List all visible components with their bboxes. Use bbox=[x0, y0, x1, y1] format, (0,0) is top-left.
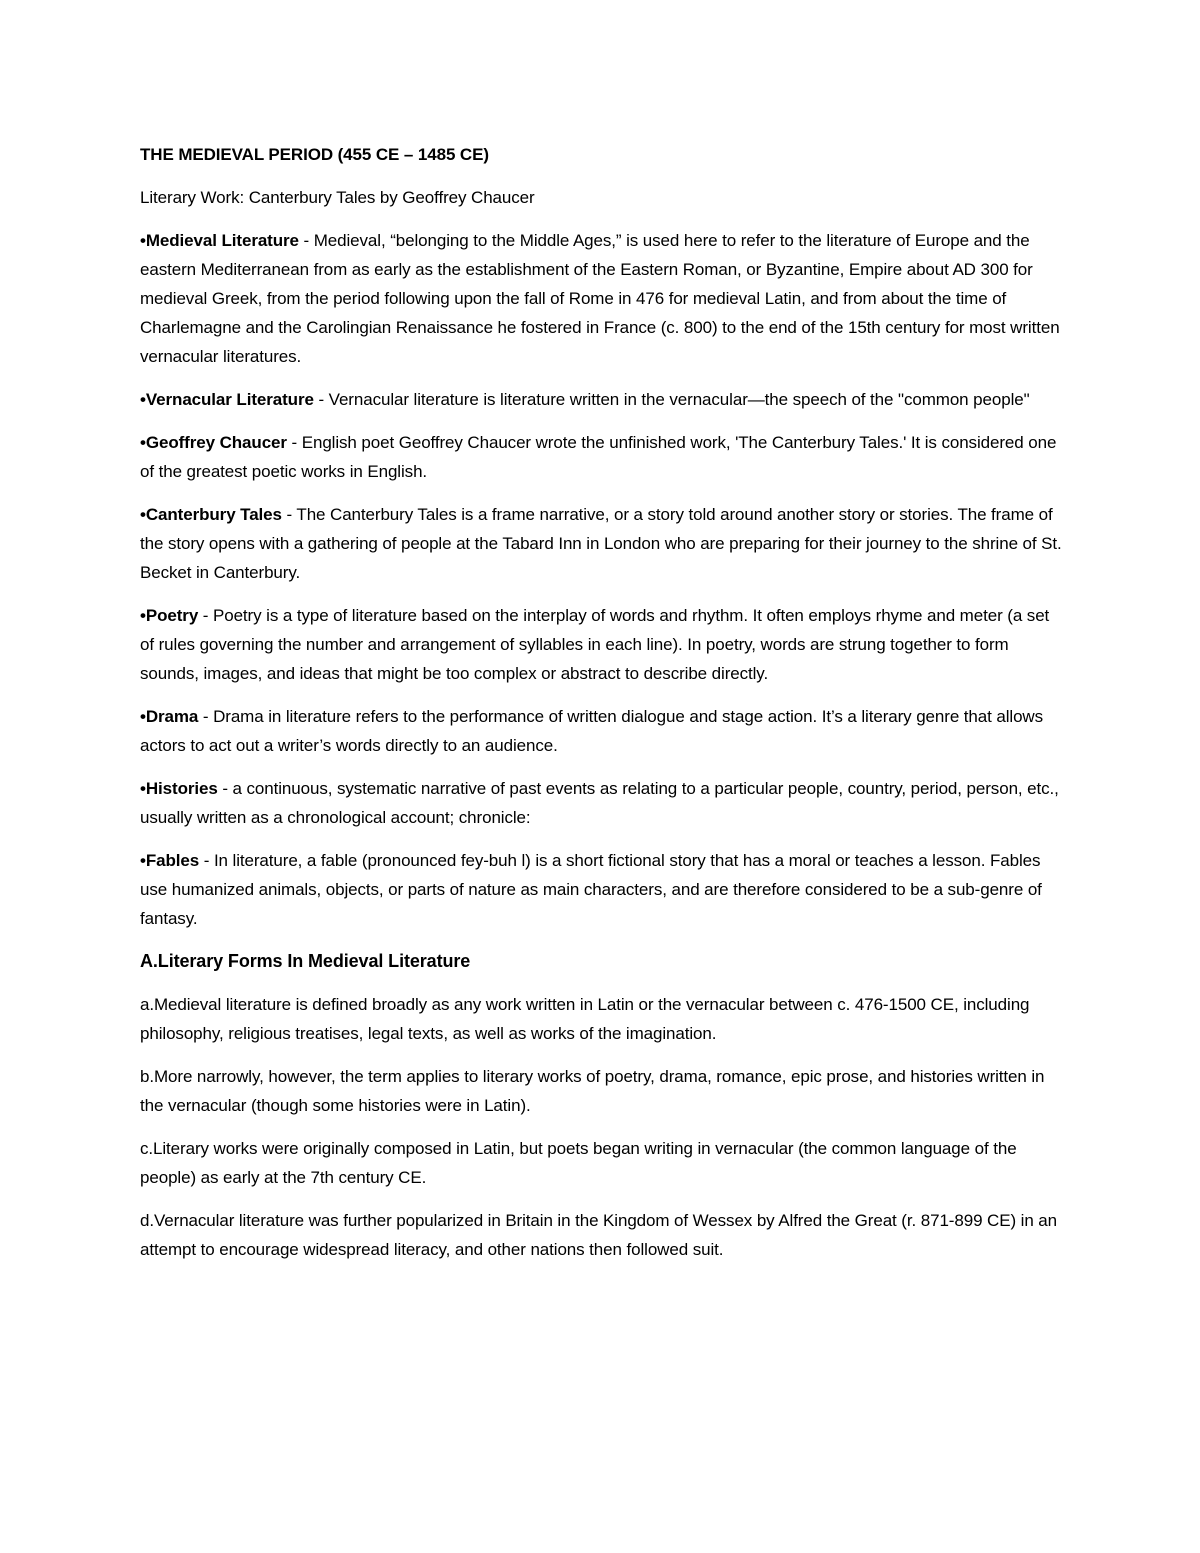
definition-separator: - bbox=[217, 779, 233, 798]
definition-separator: - bbox=[199, 851, 214, 870]
definition-term: Fables bbox=[145, 851, 200, 870]
definition-term: Canterbury Tales bbox=[145, 505, 282, 524]
definition-vernacular-literature bbox=[140, 385, 1065, 414]
definition-text: In literature, a fable (pronounced fey-buh l) is a short fictional story that has a moral or teaches a lesson. Fables use humanized animals, objects, or parts of nature as main characters, and are therefore considered to be a sub-genre of fantasy. bbox=[140, 851, 1042, 928]
definition-separator: - bbox=[298, 231, 314, 250]
definition-text: Poetry is a type of literature based on the interplay of words and rhythm. It often employs rhyme and meter (a set of rules governing the number and arrangement of syllables in each line). In poetry, words are strung together to form sounds, images, and ideas that might be too complex or abstract to describe directly. bbox=[140, 606, 1050, 683]
definition-separator: - bbox=[313, 390, 329, 409]
section-item-d: d.Vernacular literature was further popularized in Britain in the Kingdom of Wessex by Alfred the Great (r. 871-899 CE) in an attempt to encourage widespread literacy, and other nations then followed suit. bbox=[140, 1211, 1058, 1259]
bullet-icon: • bbox=[140, 390, 146, 409]
bullet-icon: • bbox=[140, 606, 146, 625]
definition-separator: - bbox=[198, 606, 213, 625]
definition-geoffrey-chaucer bbox=[140, 428, 1065, 486]
definition-term: Medieval Literature bbox=[145, 231, 299, 250]
definition-term: Histories bbox=[145, 779, 218, 798]
definition-drama bbox=[140, 702, 1065, 760]
definition-poetry bbox=[140, 601, 1065, 688]
section-item-c: c.Literary works were originally composed in Latin, but poets began writing in vernacular (the common language of the people) as early at the 7th century CE. bbox=[140, 1139, 1017, 1187]
definition-term: Geoffrey Chaucer bbox=[145, 433, 287, 452]
bullet-icon: • bbox=[140, 231, 146, 250]
definition-term: Drama bbox=[145, 707, 199, 726]
definition-separator: - bbox=[198, 707, 214, 726]
definition-fables bbox=[140, 846, 1065, 933]
definition-text: a continuous, systematic narrative of past events as relating to a particular people, country, period, person, etc., usually written as a chronological account; chronicle: bbox=[140, 779, 1059, 827]
definition-text: Medieval, “belonging to the Middle Ages,” is used here to refer to the literature of Europe and the eastern Mediterranean from as early as the establishment of the Eastern Roman, or Byzantine, Empire about AD 300 for medieval Greek, from the period following upon the fall of Rome in 476 for medieval Latin, and from about the time of Charlemagne and the Carolingian Renaissance he fostered in France (c. 800) to the end of the 15th century for most written vernacular literatures. bbox=[140, 231, 1060, 366]
definition-text: English poet Geoffrey Chaucer wrote the unfinished work, 'The Canterbury Tales.' It is considered one of the greatest poetic works in English. bbox=[140, 433, 1057, 481]
definition-text: The Canterbury Tales is a frame narrative, or a story told around another story or stories. The frame of the story opens with a gathering of people at the Tabard Inn in London who are preparing for their journey to the shrine of St. Becket in Canterbury. bbox=[140, 505, 1062, 582]
definition-separator: - bbox=[286, 433, 302, 452]
definition-term: Poetry bbox=[145, 606, 199, 625]
definition-separator: - bbox=[281, 505, 297, 524]
document-subtitle: Literary Work: Canterbury Tales by Geoffrey Chaucer bbox=[140, 188, 535, 207]
document-body bbox=[140, 140, 1065, 1278]
definition-histories bbox=[140, 774, 1065, 832]
definition-text: Drama in literature refers to the performance of written dialogue and stage action. It’s a literary genre that allows actors to act out a writer’s words directly to an audience. bbox=[140, 707, 1044, 755]
definition-term: Vernacular Literature bbox=[145, 390, 314, 409]
definition-medieval-literature bbox=[140, 226, 1065, 371]
bullet-icon: • bbox=[140, 779, 146, 798]
section-heading: A.Literary Forms In Medieval Literature bbox=[140, 951, 471, 971]
section-item-a: a.Medieval literature is defined broadly as any work written in Latin or the vernacular between c. 476-1500 CE, including philosophy, religious treatises, legal texts, as well as works of the imagination. bbox=[140, 995, 1030, 1043]
document-title: THE MEDIEVAL PERIOD (455 CE – 1485 CE) bbox=[140, 145, 489, 164]
bullet-icon: • bbox=[140, 433, 146, 452]
definition-canterbury-tales bbox=[140, 500, 1065, 587]
section-item-b: b.More narrowly, however, the term applies to literary works of poetry, drama, romance, epic prose, and histories written in the vernacular (though some histories were in Latin). bbox=[140, 1067, 1045, 1115]
bullet-icon: • bbox=[140, 851, 146, 870]
bullet-icon: • bbox=[140, 707, 146, 726]
definition-text: Vernacular literature is literature written in the vernacular—the speech of the "common people" bbox=[328, 390, 1030, 409]
bullet-icon: • bbox=[140, 505, 146, 524]
